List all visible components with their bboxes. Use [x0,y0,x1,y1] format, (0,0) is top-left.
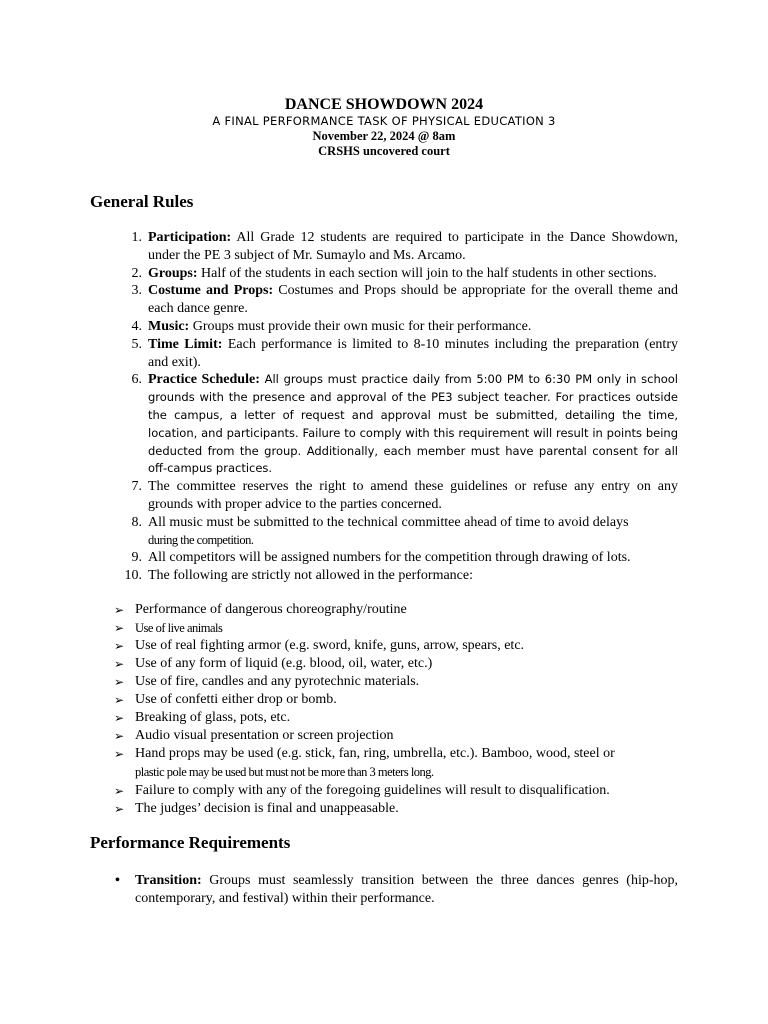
list-item: ➢ Failure to comply with any of the foregoing guidelines will result to disqualification. [90,782,678,800]
arrow-bullet-icon: ➢ [114,746,125,761]
rule-item [90,567,678,585]
rule-label: Time Limit: [148,336,223,352]
list-item [90,872,678,908]
rule-number: 3. [131,283,142,299]
rule-text-continued: during the competition. [148,532,254,547]
document-header [90,95,678,159]
arrow-bullet-icon: ➢ [114,710,125,725]
rule-text: All groups must practice daily from 5:00 PM to 6:30 PM only in school grounds with the presence and approval of the PE3 subject teacher. For practices outside the campus, a letter of request and approval must be submitted, detailing the time, location, and participants. Failure to comply with this requirement will result in points being deducted from the group. Additionally, each member must have parental consent for all off-campus practices. [148,372,679,476]
rule-item [90,282,678,318]
event-date: November 22, 2024 @ 8am [312,129,456,143]
not-allowed-list [90,601,678,818]
rule-item [90,229,678,265]
rule-number: 8. [131,514,142,530]
rule-number: 5. [131,336,142,352]
rule-label: Participation: [148,230,232,245]
list-item: ➢ The judges’ decision is final and unappeasable. [90,800,678,818]
general-rules-heading: General Rules [90,192,194,211]
rule-label: Costume and Props: [148,283,274,299]
rule-item [90,318,678,336]
performance-requirements-heading: Performance Requirements [90,832,291,852]
rule-number: 2. [131,265,142,281]
rule-item [90,371,678,478]
arrow-bullet-icon: ➢ [114,656,125,671]
document-subtitle: A FINAL PERFORMANCE TASK OF PHYSICAL EDUCATION 3 [212,114,556,128]
rule-text: Half of the students in each section will join to the half students in other sections. [197,265,657,281]
list-item: ➢ Use of real fighting armor (e.g. sword, knife, guns, arrow, spears, etc. [90,637,678,655]
rule-text: Groups must provide their own music for their performance. [189,318,532,334]
rule-label: Music: [148,318,190,334]
rule-text: All competitors will be assigned numbers for the competition through drawing of lots. [148,550,631,566]
rule-label: Practice Schedule: [148,372,260,388]
rule-text: Costumes and Props should be appropriate for the overall theme and each dance genre. [148,283,678,317]
event-venue: CRSHS uncovered court [318,144,450,158]
rule-text: The following are strictly not allowed in the performance: [148,568,474,584]
requirement-label: Transition: [135,872,202,888]
rule-item [90,265,678,283]
list-item: ➢ Use of fire, candles and any pyrotechnic materials. [90,673,678,691]
rule-item [90,514,678,550]
list-item: ➢ Hand props may be used (e.g. stick, fan, ring, umbrella, etc.). Bamboo, wood, steel or plastic pole may be used but must not be more than 3 meters long. [90,745,678,782]
rule-number: 9. [131,550,142,566]
arrow-bullet-icon: ➢ [114,674,125,689]
rule-number: 1. [131,230,142,245]
list-item: ➢ Use of confetti either drop or bomb. [90,691,678,709]
list-item: ➢ Use of live animals [90,619,678,637]
rule-text: All music must be submitted to the technical committee ahead of time to avoid delays [148,514,629,530]
arrow-bullet-icon: ➢ [114,638,125,653]
list-item: ➢ Audio visual presentation or screen projection [90,727,678,745]
rule-number: 7. [131,479,142,495]
rule-text: Each performance is limited to 8-10 minutes including the preparation (entry and exit). [148,336,678,370]
arrow-bullet-icon: ➢ [114,728,125,743]
general-rules-list [90,229,678,585]
rule-text: The committee reserves the right to amend these guidelines or refuse any entry on any grounds with proper advice to the parties concerned. [148,479,678,512]
arrow-bullet-icon: ➢ [114,602,125,617]
rule-item [90,336,678,372]
arrow-bullet-icon: ➢ [114,801,125,816]
list-item: ➢ Breaking of glass, pots, etc. [90,709,678,727]
list-item: ➢ Performance of dangerous choreography/routine [90,601,678,619]
requirement-text: Groups must seamlessly transition between the three dances genres (hip-hop, contemporary, and festival) within their performance. [135,872,678,906]
bullet-icon: • [115,872,120,888]
performance-requirements-list [90,872,678,908]
rule-text: All Grade 12 students are required to participate in the Dance Showdown, under the PE 3 subject of Mr. Sumaylo and Ms. Arcamo. [148,230,678,263]
rule-item [90,549,678,567]
rule-number: 4. [131,318,142,334]
document-title: DANCE SHOWDOWN 2024 [284,96,484,113]
arrow-bullet-icon: ➢ [114,783,125,798]
list-item: ➢ Use of any form of liquid (e.g. blood, oil, water, etc.) [90,655,678,673]
rule-number: 6. [131,372,142,388]
rule-item [90,478,678,514]
arrow-bullet-icon: ➢ [114,620,125,635]
rule-label: Groups: [148,265,198,281]
rule-number: 10. [124,568,142,584]
arrow-bullet-icon: ➢ [114,692,125,707]
